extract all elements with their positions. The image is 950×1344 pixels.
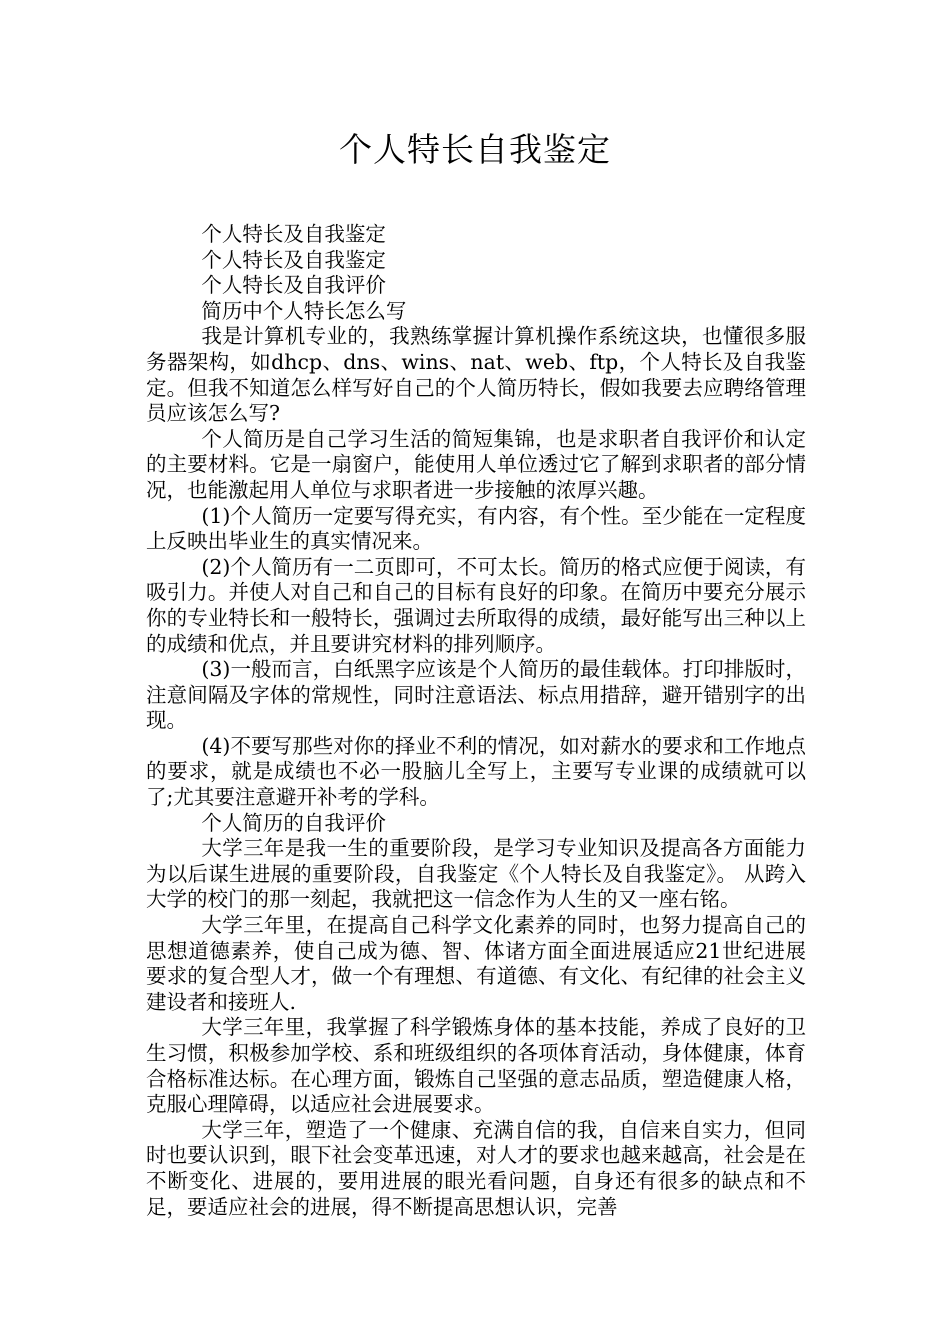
paragraph-resume-intro: 个人简历是自己学习生活的简短集锦，也是求职者自我评价和认定的主要材料。它是一扇窗户，能使用人单位透过它了解到求职者的部分情况，也能激起用人单位与求职者进一步接触的浓厚兴趣。 [146, 426, 806, 502]
paragraph-question: 我是计算机专业的，我熟练掌握计算机操作系统这块，也懂很多服务器架构，如dhcp、dns、wins、nat、web、ftp，个人特长及自我鉴定。但我不知道怎么样写好自己的个人简历特长，假如我要去应聘络管理员应该怎么写? [146, 324, 806, 426]
heading-line-3: 个人特长及自我评价 [201, 273, 386, 298]
document-title: 个人特长自我鉴定 [339, 130, 611, 169]
heading-line-2: 个人特长及自我鉴定 [201, 247, 386, 272]
section-heading-self-evaluation: 个人简历的自我评价 [201, 810, 386, 835]
paragraph-evaluation-2: 大学三年里，在提高自己科学文化素养的同时，也努力提高自己的思想道德素养，使自己成为德、智、体诸方面全面进展适应21世纪进展要求的复合型人才，做一个有理想、有道德、有文化、有纪律的社会主义建设者和接班人. [146, 913, 806, 1014]
paragraph-tip-2: (2)个人简历有一二页即可，不可太长。简历的格式应便于阅读，有吸引力。并使人对自己和自己的目标有良好的印象。在简历中要充分展示你的专业特长和一般特长，强调过去所取得的成绩，最好能写出三种以上的成绩和优点，并且要讲究材料的排列顺序。 [146, 554, 806, 656]
paragraph-evaluation-1: 大学三年是我一生的重要阶段，是学习专业知识及提高各方面能力为以后谋生进展的重要阶段，自我鉴定《个人特长及自我鉴定》。 从跨入大学的校门的那一刻起，我就把这一信念作为人生的又一座右铭。 [146, 836, 806, 912]
document-body [146, 222, 806, 1220]
heading-line-4: 简历中个人特长怎么写 [201, 298, 407, 323]
paragraph-tip-3: (3)一般而言，白纸黑字应该是个人简历的最佳载体。打印排版时，注意间隔及字体的常规性，同时注意语法、标点用措辞，避开错别字的出现。 [146, 657, 806, 733]
paragraph-tip-1: (1)个人简历一定要写得充实，有内容，有个性。至少能在一定程度上反映出毕业生的真实情况来。 [146, 503, 806, 554]
paragraph-evaluation-3: 大学三年里，我掌握了科学锻炼身体的基本技能，养成了良好的卫生习惯，积极参加学校、系和班级组织的各项体育活动，身体健康，体育合格标准达标。在心理方面，锻炼自己坚强的意志品质，塑造健康人格，克服心理障碍，以适应社会进展要求。 [146, 1015, 806, 1117]
paragraph-evaluation-4: 大学三年，塑造了一个健康、充满自信的我，自信来自实力，但同时也要认识到，眼下社会变革迅速，对人才的要求也越来越高，社会是在不断变化、进展的，要用进展的眼光看问题，自身还有很多的缺点和不足，要适应社会的进展，得不断提高思想认识，完善 [146, 1117, 806, 1219]
heading-line-1: 个人特长及自我鉴定 [201, 222, 386, 246]
paragraph-tip-4: (4)不要写那些对你的择业不利的情况，如对薪水的要求和工作地点的要求，就是成绩也不必一股脑儿全写上，主要写专业课的成绩就可以了;尤其要注意避开补考的学科。 [146, 733, 806, 810]
